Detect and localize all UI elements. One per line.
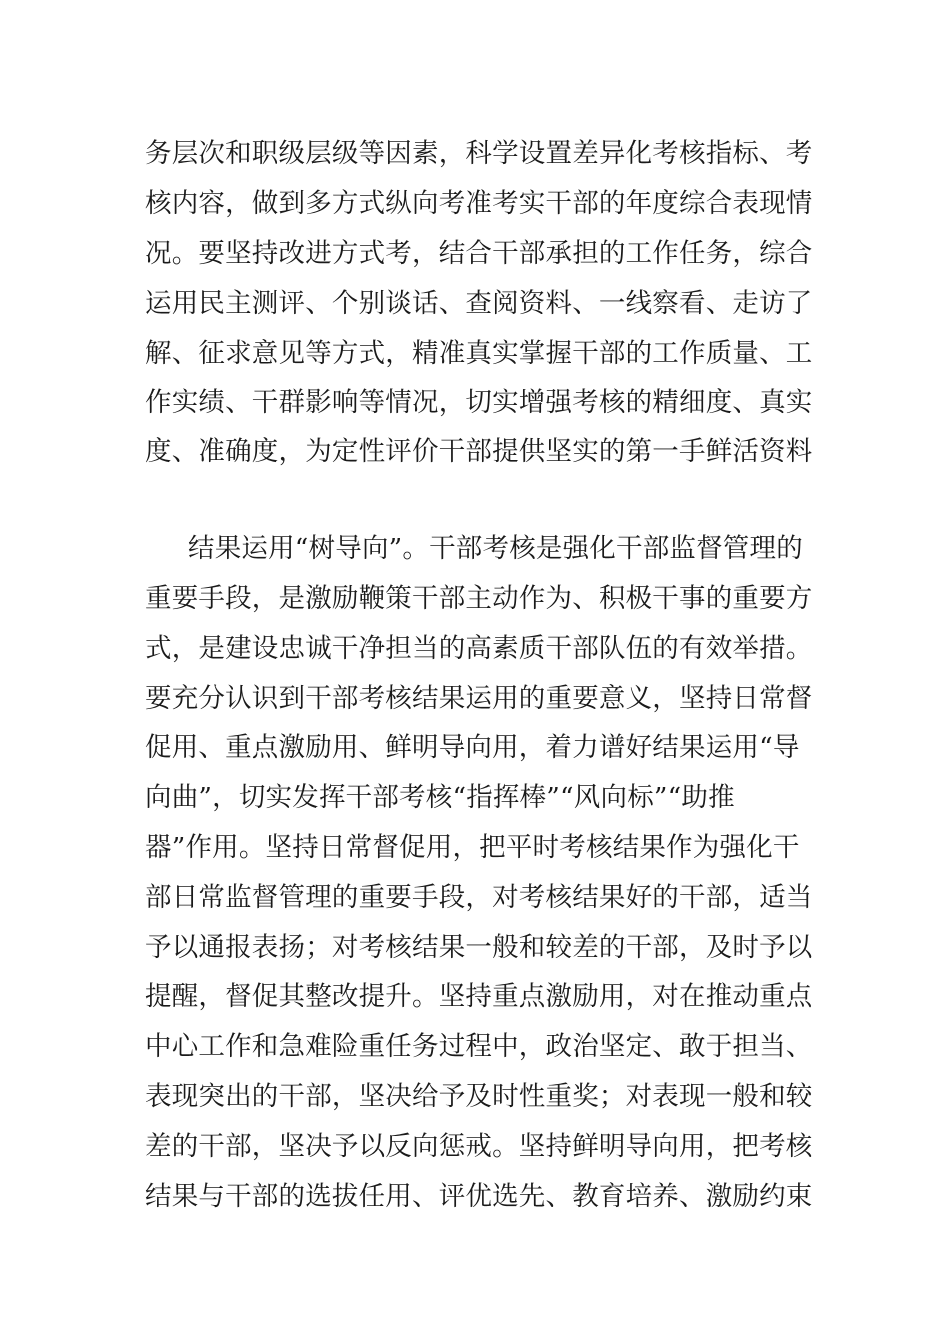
paragraph-2-line-13: 差的干部，坚决予以反向惩戒。坚持鲜明导向用，把考核 xyxy=(145,1131,813,1162)
paragraph-2-line-8: 部日常监督管理的重要手段，对考核结果好的干部，适当 xyxy=(145,882,813,913)
paragraph-1-line-2: 核内容，做到多方式纵向考准考实干部的年度综合表现情 xyxy=(145,188,813,219)
paragraph-2-line-5: 促用、重点激励用、鲜明导向用，着力谱好结果运用“导 xyxy=(145,732,800,763)
paragraph-1-line-4: 运用民主测评、个别谈话、查阅资料、一线察看、走访了 xyxy=(145,288,813,319)
paragraph-1-line-5: 解、征求意见等方式，精准真实掌握干部的工作质量、工 xyxy=(145,338,813,369)
paragraph-2-line-10: 提醒，督促其整改提升。坚持重点激励用，对在推动重点 xyxy=(145,981,813,1012)
paragraph-1-line-7: 度、准确度，为定性评价干部提供坚实的第一手鲜活资料 xyxy=(145,436,813,467)
paragraph-2-line-1: 结果运用“树导向”。干部考核是强化干部监督管理的 xyxy=(188,533,803,564)
paragraph-2-line-2: 重要手段，是激励鞭策干部主动作为、积极干事的重要方 xyxy=(145,583,813,614)
paragraph-2-line-7: 器”作用。坚持日常督促用，把平时考核结果作为强化干 xyxy=(145,832,800,863)
paragraph-2-line-14: 结果与干部的选拔任用、评优选先、教育培养、激励约束 xyxy=(145,1181,813,1212)
paragraph-1-line-1: 务层次和职级层级等因素，科学设置差异化考核指标、考 xyxy=(145,138,813,169)
paragraph-2-line-3: 式，是建设忠诚干净担当的高素质干部队伍的有效举措。 xyxy=(145,633,813,664)
paragraph-2-line-9: 予以通报表扬；对考核结果一般和较差的干部，及时予以 xyxy=(145,932,813,963)
paragraph-1-line-3: 况。要坚持改进方式考，结合干部承担的工作任务，综合 xyxy=(145,238,813,269)
paragraph-2-line-11: 中心工作和急难险重任务过程中，政治坚定、敢于担当、 xyxy=(145,1031,813,1062)
paragraph-2-line-12: 表现突出的干部，坚决给予及时性重奖；对表现一般和较 xyxy=(145,1081,813,1112)
paragraph-2-line-6: 向曲”，切实发挥干部考核“指挥棒”“风向标”“助推 xyxy=(145,782,735,813)
paragraph-1-line-6: 作实绩、干群影响等情况，切实增强考核的精细度、真实 xyxy=(145,387,813,418)
paragraph-2-line-4: 要充分认识到干部考核结果运用的重要意义，坚持日常督 xyxy=(145,683,813,714)
